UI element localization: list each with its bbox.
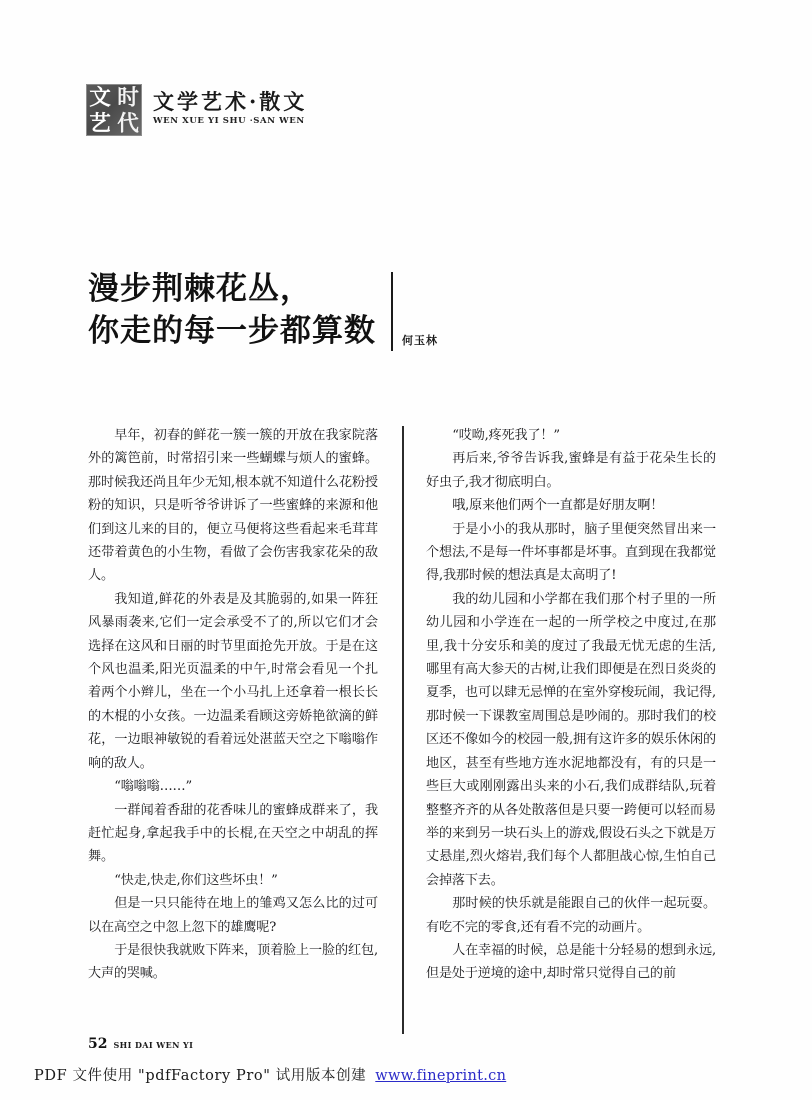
- page-number: 52: [88, 1036, 108, 1052]
- article-title-line-1: 漫步荆棘花丛，: [88, 271, 312, 307]
- logo-char-wen: 文: [89, 84, 111, 110]
- body-column-right: [426, 424, 716, 1036]
- fineprint-link[interactable]: www.fineprint.cn: [375, 1068, 507, 1084]
- masthead: [86, 84, 307, 136]
- logo-char-dai: 代: [117, 110, 139, 136]
- paragraph: 哦,原来他们两个一直都是好朋友啊！: [452, 498, 664, 514]
- paragraph: “快走,快走,你们这些坏虫！”: [114, 872, 278, 888]
- publication-code: SHI DAI WEN YI: [113, 1040, 194, 1050]
- paragraph: 但是一只只能待在地上的雏鸡又怎么比的过可以在高空之中忽上忽下的雄鹰呢?: [88, 896, 378, 935]
- paragraph: 于是小小的我从那时，脑子里便突然冒出来一个想法,不是每一件坏事都是坏事。直到现在我都觉得,我那时候的想法真是太高明了!: [426, 521, 716, 584]
- paragraph: 再后来,爷爷告诉我,蜜蜂是有益于花朵生长的好虫子,我才彻底明白。: [426, 451, 716, 490]
- article-author: 何玉林: [402, 334, 438, 347]
- pdf-notice-text: PDF 文件使用 "pdfFactory Pro" 试用版本创建: [34, 1068, 367, 1084]
- paragraph: 于是很快我就败下阵来，顶着脸上一脸的红包,大声的哭喊。: [88, 942, 378, 982]
- section-title-cn: 文学艺术·散文: [153, 89, 308, 114]
- paragraph: 人在幸福的时候，总是能十分轻易的想到永远,但是处于逆境的途中,却时常只觉得自己的前: [426, 942, 716, 982]
- masthead-wordmark: [153, 84, 307, 126]
- paragraph: “哎呦,疼死我了！”: [452, 428, 560, 443]
- magazine-logo: [86, 84, 142, 136]
- column-divider: [402, 426, 404, 1034]
- article-title-line-2: 你走的每一步都算数: [88, 313, 376, 349]
- article-title: [88, 268, 418, 352]
- paragraph: 那时候的快乐就是能跟自己的伙伴一起玩耍。有吃不完的零食,还有看不完的动画片。: [426, 896, 716, 935]
- logo-char-shi: 时: [117, 84, 139, 110]
- paragraph: 一群闻着香甜的花香味儿的蜜蜂成群来了，我赶忙起身,拿起我手中的长棍,在天空之中胡乱的挥舞。: [88, 802, 378, 865]
- paragraph: 早年，初春的鲜花一簇一簇的开放在我家院落外的篱笆前，时常招引来一些蝴蝶与烦人的蜜蜂。那时候我还尚且年少无知,根本就不知道什么花粉授粉的知识，只是听爷爷讲诉了一些蜜蜂的来源和他们到这儿来的目的，便立马便将这些看起来毛茸茸还带着黄色的小生物，看做了会伤害我家花朵的敌人。: [88, 428, 378, 584]
- logo-char-yi: 艺: [89, 110, 111, 136]
- paragraph: “嗡嗡嗡……”: [114, 779, 192, 795]
- page-folio: [88, 1036, 193, 1052]
- paragraph: 我知道,鲜花的外表是及其脆弱的,如果一阵狂风暴雨袭来,它们一定会承受不了的,所以它们才会选择在这风和日丽的时节里面抢先开放。于是在这个风也温柔,阳光页温柔的中午,时常会看见一个扎着两个小辫儿，坐在一个小马扎上还拿着一根长长的木棍的小女孩。一边温柔看顾这旁娇艳欲滴的鲜花，一边眼神敏锐的看着远处湛蓝天空之下嗡嗡作响的敌人。: [88, 591, 378, 771]
- section-title-pinyin: WEN XUE YI SHU ·SAN WEN: [153, 116, 305, 127]
- article-body: [88, 424, 724, 1036]
- paragraph: 我的幼儿园和小学都在我们那个村子里的一所幼儿园和小学连在一起的一所学校之中度过,在那里,我十分安乐和美的度过了我最无忧无虑的生活,哪里有高大参天的古树,让我们即便是在烈日炎炎的夏季，也可以肆无忌惮的在室外穿梭玩闹，我记得,那时候一下课教室周围总是吵闹的。那时我们的校区还不像如今的校园一般,拥有这许多的娱乐休闲的地区，甚至有些地方连水泥地都没有，有的只是一些巨大或刚刚露出头来的小石,我们成群结队,玩着整整齐齐的从各处散落但是只要一跨便可以轻而易举的来到另一块石头上的游戏,假设石头之下就是万丈悬崖,烈火熔岩,我们每个人都胆战心惊,生怕自己会掉落下去。: [426, 591, 716, 888]
- title-divider: [391, 272, 393, 351]
- body-column-left: [88, 424, 378, 1036]
- pdf-trial-banner: [34, 1064, 506, 1085]
